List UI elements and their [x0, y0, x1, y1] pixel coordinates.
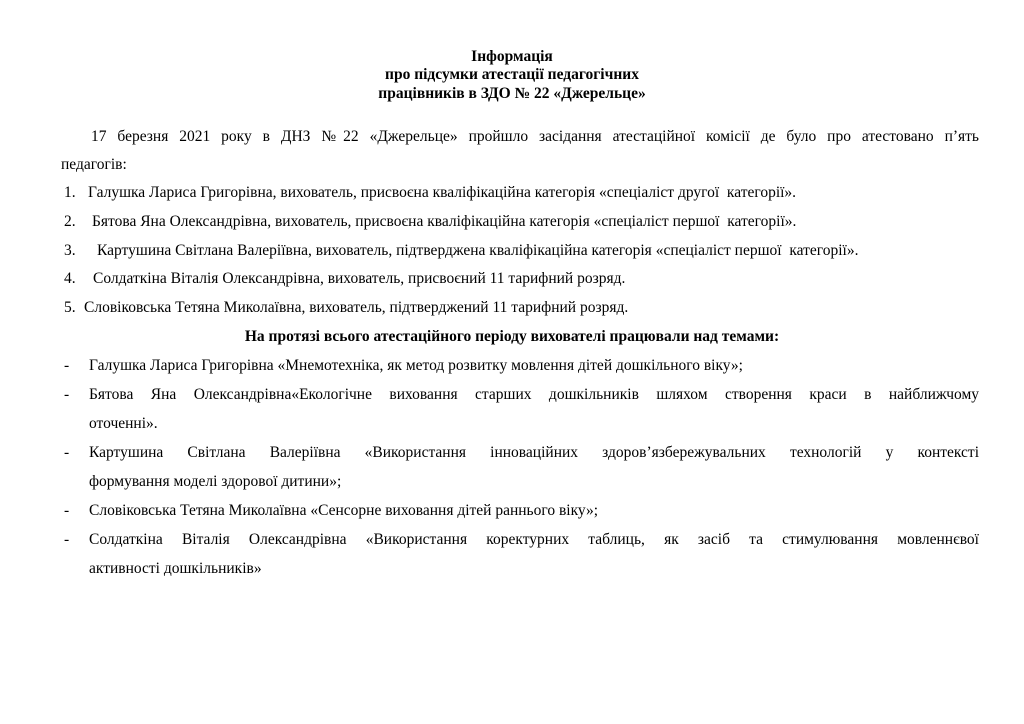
topic-dash: -	[64, 502, 70, 519]
topic-dash: -	[64, 357, 70, 374]
result-number: 4.	[64, 270, 76, 287]
topic-dash: -	[64, 444, 70, 461]
result-text: Словіковська Тетяна Миколаївна, вихователь, підтверджений 11 тарифний розряд.	[84, 299, 629, 316]
result-number: 3.	[64, 242, 76, 259]
topic-text: Картушина Світлана Валеріївна «Використання інноваційних здоров’язбережувальних технологій у контексті	[89, 444, 979, 461]
topic-text: Бятова Яна Олександрівна«Екологічне виховання старших дошкільників шляхом створення краси в найближчому	[89, 386, 979, 403]
result-text: Бятова Яна Олександрівна, вихователь, присвоєна кваліфікаційна категорія «спеціаліст першої категорії».	[92, 213, 797, 230]
result-text: Картушина Світлана Валеріївна, вихователь, підтверджена кваліфікаційна категорія «спеціаліст першої категорії».	[97, 242, 859, 259]
topic-dash: -	[64, 386, 70, 403]
result-number: 2.	[64, 213, 76, 230]
document-subtitle-line2: працівників в ЗДО № 22 «Джерельце»	[378, 85, 646, 102]
result-number: 1.	[64, 184, 76, 201]
topic-text: Словіковська Тетяна Миколаївна «Сенсорне виховання дітей раннього віку»;	[89, 502, 599, 519]
intro-line2: педагогів:	[61, 156, 127, 173]
topic-text: Солдаткіна Віталія Олександрівна «Використання коректурних таблиць, як засіб та стимулювання мовленнєвої	[89, 531, 979, 548]
document-subtitle-line1: про підсумки атестації педагогічних	[385, 66, 639, 83]
topic-text-continuation: активності дошкільників»	[89, 560, 262, 577]
result-text: Галушка Лариса Григорівна, вихователь, присвоєна кваліфікаційна категорія «спеціаліст другої категорії».	[88, 184, 797, 201]
result-text: Солдаткіна Віталія Олександрівна, вихователь, присвоєний 11 тарифний розряд.	[93, 270, 626, 287]
intro-line1: 17 березня 2021 року в ДНЗ №22 «Джерельце» пройшло засідання атестаційної комісії де було про атестовано п’ять	[91, 128, 979, 145]
topics-heading: На протязі всього атестаційного періоду вихователі працювали над темами:	[244, 328, 780, 345]
topic-text: Галушка Лариса Григорівна «Мнемотехніка, як метод розвитку мовлення дітей дошкільного віку»;	[89, 357, 743, 374]
result-number: 5.	[64, 299, 76, 316]
topic-text-continuation: формування моделі здорової дитини»;	[89, 473, 342, 490]
topic-dash: -	[64, 531, 70, 548]
topic-text-continuation: оточенні».	[89, 415, 158, 432]
document-title: Інформація	[471, 48, 553, 65]
